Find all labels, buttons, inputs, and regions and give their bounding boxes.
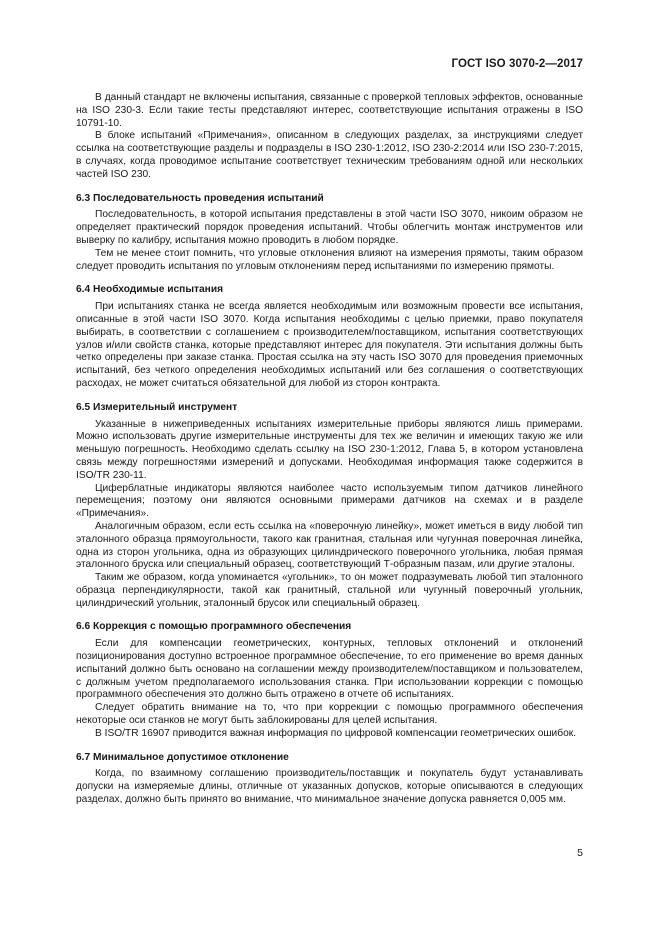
section-6-7-paragraph: Когда, по взаимному соглашению производитель/поставщик и покупатель будут устанавливать допуски на измеряемые длины, отличные от указанных допусков, которые описываются в следующих разделах, должно быть принято во внимание, что минимальное значение допуска равняется 0,005 мм. — [76, 768, 583, 806]
section-heading-6-4: 6.4 Необходимые испытания — [76, 284, 224, 296]
section-6-3-paragraph: Последовательность, в которой испытания представлены в этой части ISO 3070, никоим образом не определяет практический порядок проведения испытаний. Чтобы облегчить монтаж инструментов или выверку по калибру, испытания можно проводить в любом порядке. — [76, 209, 583, 246]
section-6-4-paragraph: При испытаниях станка не всегда является необходимым или возможным провести все испытания, описанные в этой части ISO 3070. Когда испытания необходимы с целью приемки, право покупателя выбирать, в соответствии с соглашением с производителем/поставщиком, испытания соответствующих узлов и/или свойств станка, которые представляют интерес для покупателя. Эти испытания должны быть четко определены при заказе станка. Простая ссылка на эту часть ISO 3070 для проведения приемочных испытаний, без четкого определения необходимых испытаний или без соглашения о соответствующих расходах, не может считаться обязательной для любой из сторон контракта. — [76, 301, 583, 389]
section-6-3-paragraph: Тем не менее стоит помнить, что угловые отклонения влияют на измерения прямоты, таким образом следует проводить испытания по угловым отклонениям перед испытаниями по измерению прямоты. — [76, 247, 583, 272]
section-6-5-paragraph: Аналогичным образом, если есть ссылка на «поверочную линейку», может иметься в виду любой тип эталонного образца прямоугольности, такого как гранитная, стальная или чугунная поверочная линейка, одна из сторон угольника, одна из образующих цилиндрического поверочного угольника, любая прямая эталонного бруска или специальный образец, соответствующий Т-образным пазам, или другие эталоны. — [76, 520, 583, 571]
section-heading-6-5: 6.5 Измерительный инструмент — [76, 401, 238, 413]
section-heading-6-3: 6.3 Последовательность проведения испытаний — [76, 192, 324, 204]
intro-paragraph: В блоке испытаний «Примечания», описанном в следующих разделах, за инструкциями следует ссылка на соответствующие разделы и подразделы в ISO 230-1:2012, ISO 230-2:2014 или ISO 230-7:2015, в случаях, когда проводимое испытание соответствует техническим требованиям одной или нескольких частей ISO 230. — [76, 130, 583, 180]
page-number: 5 — [577, 847, 583, 859]
section-6-6-paragraph: В ISO/TR 16907 приводится важная информация по цифровой компенсации геометрических ошибок. — [95, 727, 577, 739]
section-6-6-paragraph: Если для компенсации геометрических, контурных, тепловых отклонений и отклонений позиционирования доступно встроенное программное обеспечение, то его применение во время данных испытаний должно быть основано на соглашении между производителем/поставщиком и пользователем, с должным учетом предполагаемого использования станка. При использовании коррекции с помощью программного обеспечения это должно быть отражено в отчете об испытаниях. — [76, 638, 583, 701]
section-6-5-paragraph: Таким же образом, когда упоминается «угольник», то он может подразумевать любой тип эталонного образца перпендикулярности, такой как гранитный, стальной или чугунный поверочный угольник, цилиндрический угольник, эталонный брусок или специальный образец. — [76, 572, 583, 609]
standard-header: ГОСТ ISO 3070-2—2017 — [451, 58, 583, 70]
section-heading-6-7: 6.7 Минимальное допустимое отклонение — [76, 751, 289, 763]
section-heading-6-6: 6.6 Коррекция с помощью программного обеспечения — [76, 621, 352, 633]
section-6-5-paragraph: Циферблатные индикаторы являются наиболее часто используемым типом датчиков линейного перемещения; поэтому они являются основными примерами датчиков на схемах и в разделе «Примечания». — [76, 482, 583, 520]
section-6-5-paragraph: Указанные в нижеприведенных испытаниях измерительные приборы являются лишь примерами. Можно использовать другие измерительные инструменты для тех же величин и имеющих такую же или меньшую погрешность. Необходимо сделать ссылку на ISO 230-1:2012, Глава 5, в котором установлена связь между погрешностями измерений и допусками. Необходимая информация также содержится в ISO/TR 230-11. — [76, 418, 583, 481]
document-body — [76, 92, 583, 807]
section-6-6-paragraph: Следует обратить внимание на то, что при коррекции с помощью программного обеспечения некоторые оси станков не могут быть заблокированы для целей испытания. — [76, 702, 583, 727]
intro-paragraph: В данный стандарт не включены испытания, связанные с проверкой тепловых эффектов, основанные на ISO 230-3. Если такие тесты представляют интерес, соответствующие испытания отражены в ISO 10791-10. — [76, 92, 583, 129]
